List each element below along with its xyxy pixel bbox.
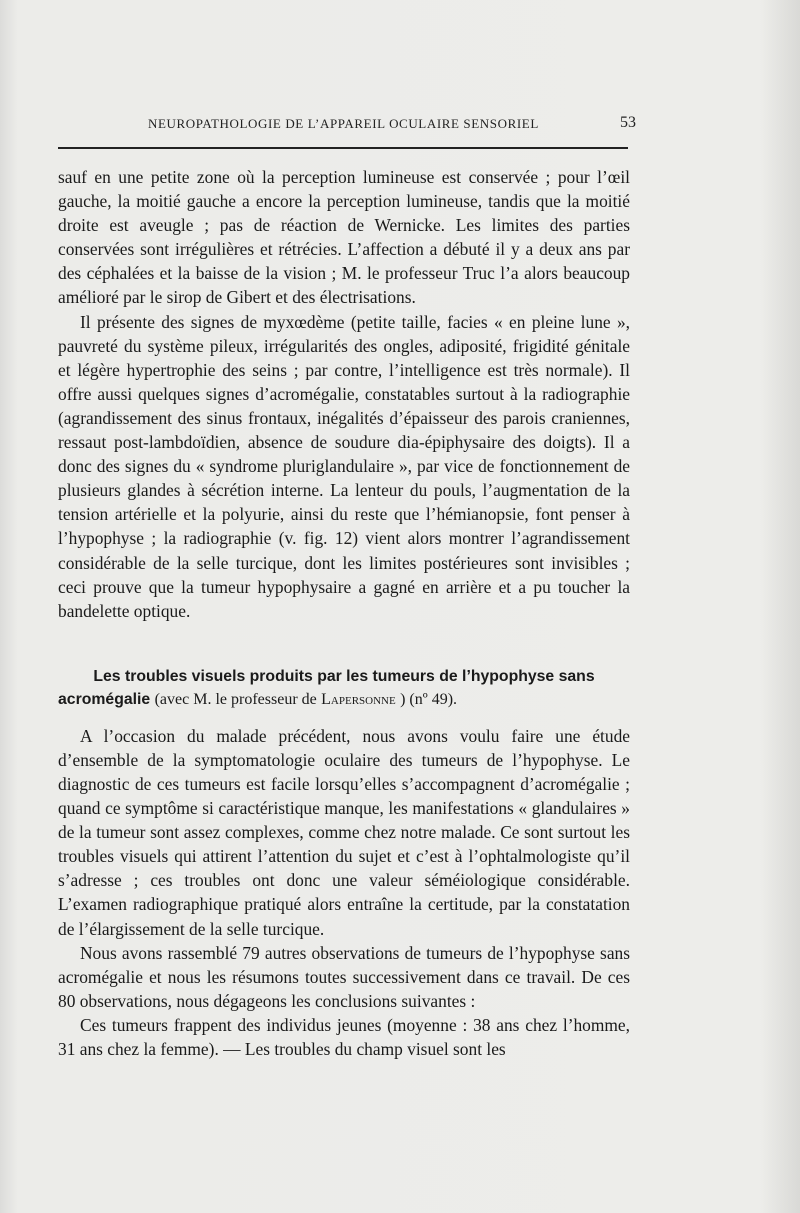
running-header bbox=[148, 116, 636, 132]
header-rule bbox=[58, 147, 628, 149]
page-number: 53 bbox=[620, 114, 636, 131]
header-title: NEUROPATHOLOGIE DE L’APPAREIL OCULAIRE SENSORIEL bbox=[148, 116, 539, 131]
section-heading bbox=[58, 665, 630, 711]
paragraph: Nous avons rassemblé 79 autres observations de tumeurs de l’hypophyse sans acromégalie et nous les résumons toutes successivement dans ce travail. De ces 80 observations, nous dégageons les conclusions suivantes : bbox=[58, 942, 630, 1011]
paragraph: Il présente des signes de myxœdème (petite taille, facies « en pleine lune », pauvreté du système pileux, irrégularités des ongles, adiposité, frigidité génitale et légère hypertrophie des seins ; par contre, l’intelligence est très normale). Il offre aussi quelques signes d’acromégalie, constatables surtout à la radiographie (agrandissement des sinus frontaux, inégalités d’épaisseur des parois craniennes, ressaut post-lambdoïdien, absence de soudure dia-épiphysaire des doigts). Il a donc des signes du « syndrome pluriglandulaire », par vice de fonctionnement de plusieurs glandes à sécrétion interne. La lenteur du pouls, l’augmentation de la tension artérielle et la polyurie, ainsi du reste que l’hémianopsie, font penser à l’hypophyse ; la radiographie (v. fig. 12) vient alors montrer l’agrandissement considérable de la selle turcique, dont les limites postérieures sont invisibles ; ceci prouve que la tumeur hypophysaire a gagné en arrière et a pu toucher la bandelette optique. bbox=[58, 311, 630, 621]
paragraph: A l’occasion du malade précédent, nous avons voulu faire une étude d’ensemble de la symptomatologie oculaire des tumeurs de l’hypophyse. Le diagnostic de ces tumeurs est facile lorsqu’elles s’accompagnent d’acromégalie ; quand ce symptôme si caractéristique manque, les manifestations « glandulaires » de la tumeur sont assez complexes, comme chez notre malade. Ce sont surtout les troubles visuels qui attirent l’attention du sujet et c’est à l’ophtalmologiste qu’il s’adresse ; ces troubles ont donc une valeur séméiologique considérable. L’examen radiographique pratiqué alors entraîne la certitude, par la constatation de l’élargissement de la selle turcique. bbox=[58, 725, 630, 939]
heading-attribution-prefix: (avec M. le professeur de bbox=[154, 690, 317, 708]
heading-bold: Les troubles visuels produits par les tumeurs de l’hypophyse sans acromégalie bbox=[58, 667, 595, 708]
paragraph: Ces tumeurs frappent des individus jeunes (moyenne : 38 ans chez l’homme, 31 ans chez la femme). — Les troubles du champ visuel sont les bbox=[58, 1014, 630, 1059]
paragraph: sauf en une petite zone où la perception lumineuse est conservée ; pour l’œil gauche, la moitié gauche a encore la perception lumineuse, tandis que la moitié droite est aveugle ; pas de réaction de Wernicke. Les limites des parties conservées sont irrégulières et rétrécies. L’affection a débuté il y a deux ans par des céphalées et la baisse de la vision ; M. le professeur Truc l’a alors beaucoup amélioré par le sirop de Gibert et des électrisations. bbox=[58, 167, 630, 308]
page-body bbox=[58, 165, 630, 1061]
heading-attribution-name: Lapersonne bbox=[321, 690, 396, 708]
heading-attribution-suffix: ) (nº 49). bbox=[400, 690, 458, 708]
